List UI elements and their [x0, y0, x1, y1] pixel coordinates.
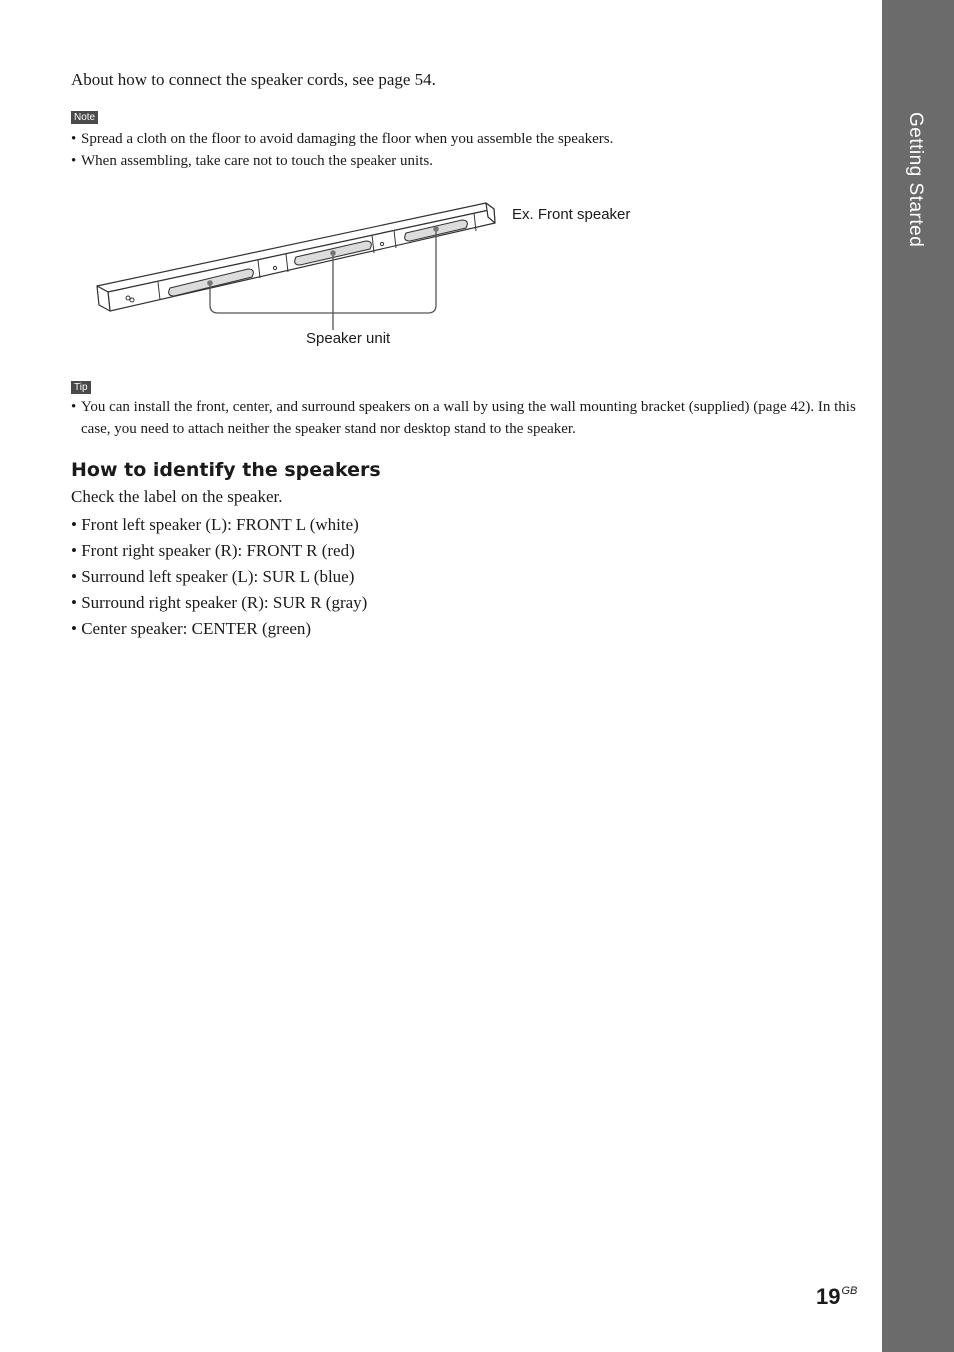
tip-label: Tip [71, 381, 91, 394]
tip-item-text: You can install the front, center, and surround speakers on a wall by using the wall mounting bracket (supplied) (page 42). In this case, you need to attach neither the speaker stand nor desktop stand to the speaker. [81, 399, 856, 437]
list-item: • Center speaker: CENTER (green) [71, 619, 312, 638]
callout-speaker-unit: Speaker unit [306, 330, 391, 347]
speaker-label-list [71, 512, 367, 642]
tip-list [71, 396, 861, 440]
intro-text: About how to connect the speaker cords, see page 54. [71, 70, 436, 89]
note-list [71, 128, 861, 172]
list-item-text: Surround right speaker (R): SUR R (gray) [81, 593, 368, 612]
note-item-text: Spread a cloth on the floor to avoid damaging the floor when you assemble the speakers. [81, 131, 614, 147]
callout-front-speaker: Ex. Front speaker [512, 206, 631, 223]
list-item: • Surround right speaker (R): SUR R (gray) [71, 593, 368, 612]
section-heading: How to identify the speakers [71, 459, 381, 481]
list-item-text: Center speaker: CENTER (green) [81, 619, 312, 638]
page-number-value: 19 [816, 1284, 841, 1309]
speaker-top-face [97, 203, 494, 292]
tip-item: • You can install the front, center, and surround speakers on a wall by using the wall mounting bracket (supplied) (page 42). In this case, you need to attach neither the speaker stand nor desktop stand to the speaker. [71, 399, 856, 437]
page-number [816, 1284, 857, 1310]
side-tab-label: Getting Started [905, 112, 926, 248]
list-item: • Front left speaker (L): FRONT L (white) [71, 515, 359, 534]
page-number-suffix: GB [841, 1285, 858, 1297]
list-item-text: Surround left speaker (L): SUR L (blue) [81, 567, 355, 586]
list-item-text: Front left speaker (L): FRONT L (white) [81, 515, 359, 534]
note-item-text: When assembling, take care not to touch the speaker units. [81, 153, 433, 169]
note-item: • Spread a cloth on the floor to avoid damaging the floor when you assemble the speakers. [71, 131, 614, 147]
list-item: • Front right speaker (R): FRONT R (red) [71, 541, 355, 560]
list-item: • Surround left speaker (L): SUR L (blue) [71, 567, 355, 586]
list-item-text: Front right speaker (R): FRONT R (red) [81, 541, 355, 560]
note-item: • When assembling, take care not to touch the speaker units. [71, 153, 433, 169]
note-label: Note [71, 111, 98, 124]
section-intro: Check the label on the speaker. [71, 487, 283, 506]
